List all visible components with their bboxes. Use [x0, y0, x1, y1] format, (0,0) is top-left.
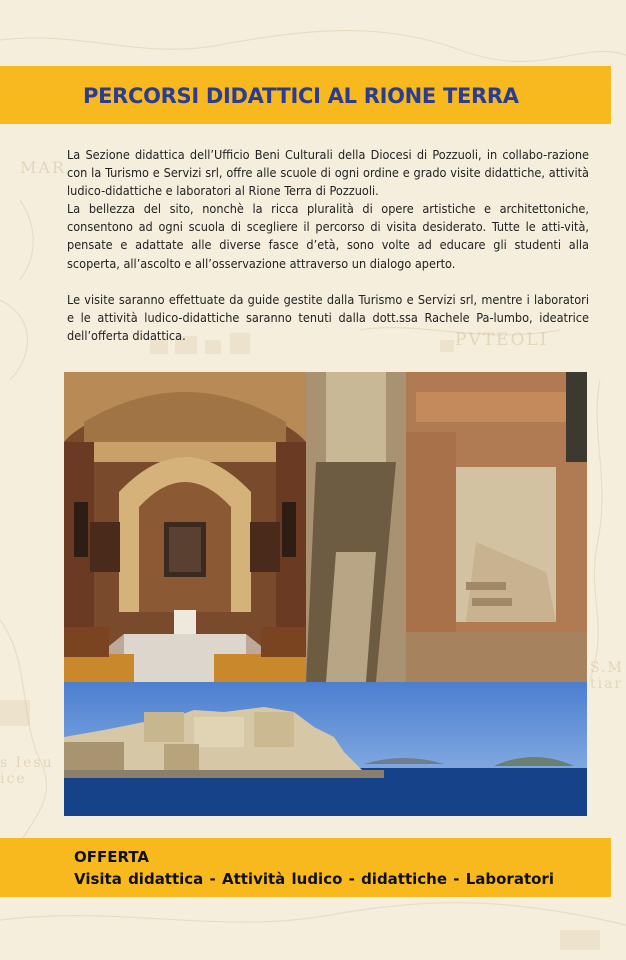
rione-terra-panorama-photo [64, 682, 587, 816]
church-interior-photo [64, 372, 306, 682]
map-label-tiar: S.M tiar [590, 660, 624, 692]
photo-collage [64, 372, 587, 816]
intro-paragraph-1: La Sezione didattica dell’Ufficio Beni Culturali della Diocesi di Pozzuoli, in collabo-razione con la Turismo e Servizi srl, offre alle scuole di ogni ordine e grado visite didattiche, attività ludico-didattiche e laboratori al Rione Terra di Pozzuoli. [67, 147, 589, 199]
offer-list: Visita didattica - Attività ludico - didattiche - Laboratori [74, 870, 554, 888]
map-label-mare: MAR [20, 158, 66, 177]
offer-banner [0, 838, 611, 897]
offer-title: OFFERTA [74, 848, 150, 866]
intro-text [67, 146, 589, 345]
intro-paragraph-3: Le visite saranno effettuate da guide gestite dalla Turismo e Servizi srl, mentre i laboratori e le attività ludico-didattiche saranno tenuti dalla dott.ssa Rachele Pa-lumbo, ideatrice dell’offerta didattica. [67, 291, 589, 343]
roman-ruins-photo [306, 372, 587, 682]
page-title: PERCORSI DIDATTICI AL RIONE TERRA [83, 84, 519, 108]
map-label-pozzuoli: PVTEOLI [455, 330, 549, 350]
map-label-jesu: s Iesu ice [0, 755, 54, 787]
intro-paragraph-2: La bellezza del sito, nonchè la ricca pluralità di opere artistiche e architettoniche, consentono ad ogni scuola di scegliere il percorso di visita desiderato. Tutte le atti-vità, pensate e adattate alle diverse fasce d’età, sono volte ad educare gli studenti alla scoperta, all’ascolto e all’osservazione attraverso un dialogo aperto. [67, 201, 589, 271]
